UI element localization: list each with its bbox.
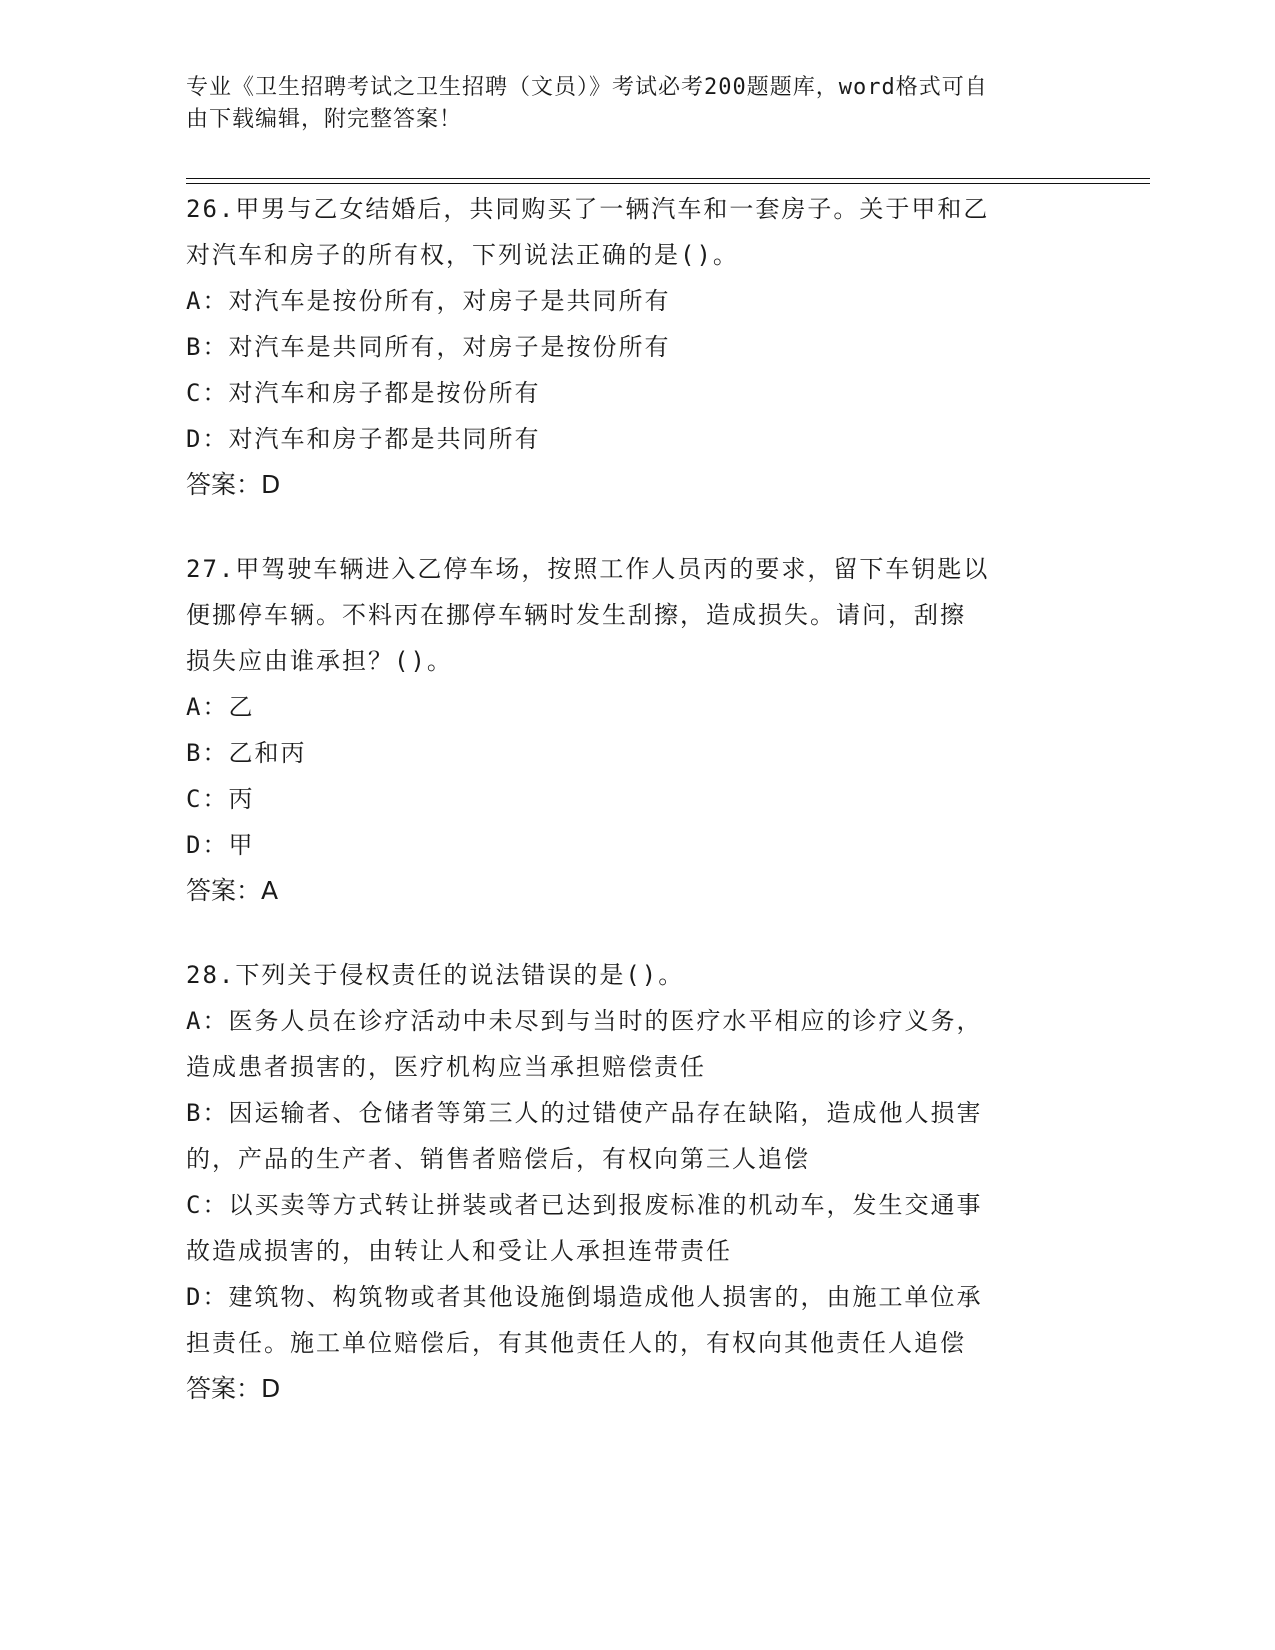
option-c: C：对汽车和房子都是按份所有 bbox=[186, 379, 541, 407]
header-divider-top bbox=[186, 178, 1150, 179]
question-28 bbox=[186, 952, 1086, 1412]
question-stem-line: 便挪停车辆。不料丙在挪停车辆时发生刮擦，造成损失。请问，刮擦 bbox=[186, 601, 966, 629]
header-divider-bottom bbox=[186, 183, 1150, 184]
question-stem-line: 27.甲驾驶车辆进入乙停车场，按照工作人员丙的要求，留下车钥匙以 bbox=[186, 555, 990, 583]
question-stem-line: 损失应由谁承担？()。 bbox=[186, 647, 453, 675]
option-d: D：建筑物、构筑物或者其他设施倒塌造成他人损害的，由施工单位承 bbox=[186, 1283, 983, 1311]
option-a-continued: 造成患者损害的，医疗机构应当承担赔偿责任 bbox=[186, 1053, 706, 1081]
option-b: B：乙和丙 bbox=[186, 739, 307, 767]
answer: 答案：D bbox=[186, 470, 281, 499]
question-stem-line: 26.甲男与乙女结婚后，共同购买了一辆汽车和一套房子。关于甲和乙 bbox=[186, 195, 990, 223]
option-d: D：甲 bbox=[186, 831, 255, 859]
question-27 bbox=[186, 546, 1086, 914]
header-line-2: 由下载编辑，附完整答案！ bbox=[186, 107, 463, 132]
option-a: A：乙 bbox=[186, 693, 255, 721]
option-c: C：丙 bbox=[186, 785, 255, 813]
question-stem-line: 对汽车和房子的所有权，下列说法正确的是()。 bbox=[186, 241, 739, 269]
option-b: B：因运输者、仓储者等第三人的过错使产品存在缺陷，造成他人损害 bbox=[186, 1099, 983, 1127]
header-line-1: 专业《卫生招聘考试之卫生招聘（文员）》考试必考200题题库，word格式可自 bbox=[186, 75, 988, 100]
question-stem-line: 28.下列关于侵权责任的说法错误的是()。 bbox=[186, 961, 685, 989]
answer: 答案：A bbox=[186, 876, 279, 905]
document-header bbox=[186, 72, 1086, 136]
option-c: C：以买卖等方式转让拼装或者已达到报废标准的机动车，发生交通事 bbox=[186, 1191, 983, 1219]
option-c-continued: 故造成损害的，由转让人和受让人承担连带责任 bbox=[186, 1237, 732, 1265]
option-a: A：对汽车是按份所有，对房子是共同所有 bbox=[186, 287, 671, 315]
option-d-continued: 担责任。施工单位赔偿后，有其他责任人的，有权向其他责任人追偿 bbox=[186, 1329, 966, 1357]
option-a: A：医务人员在诊疗活动中未尽到与当时的医疗水平相应的诊疗义务， bbox=[186, 1007, 983, 1035]
question-26 bbox=[186, 186, 1086, 508]
option-b: B：对汽车是共同所有，对房子是按份所有 bbox=[186, 333, 671, 361]
option-b-continued: 的，产品的生产者、销售者赔偿后，有权向第三人追偿 bbox=[186, 1145, 810, 1173]
option-d: D：对汽车和房子都是共同所有 bbox=[186, 425, 541, 453]
answer: 答案：D bbox=[186, 1374, 281, 1403]
